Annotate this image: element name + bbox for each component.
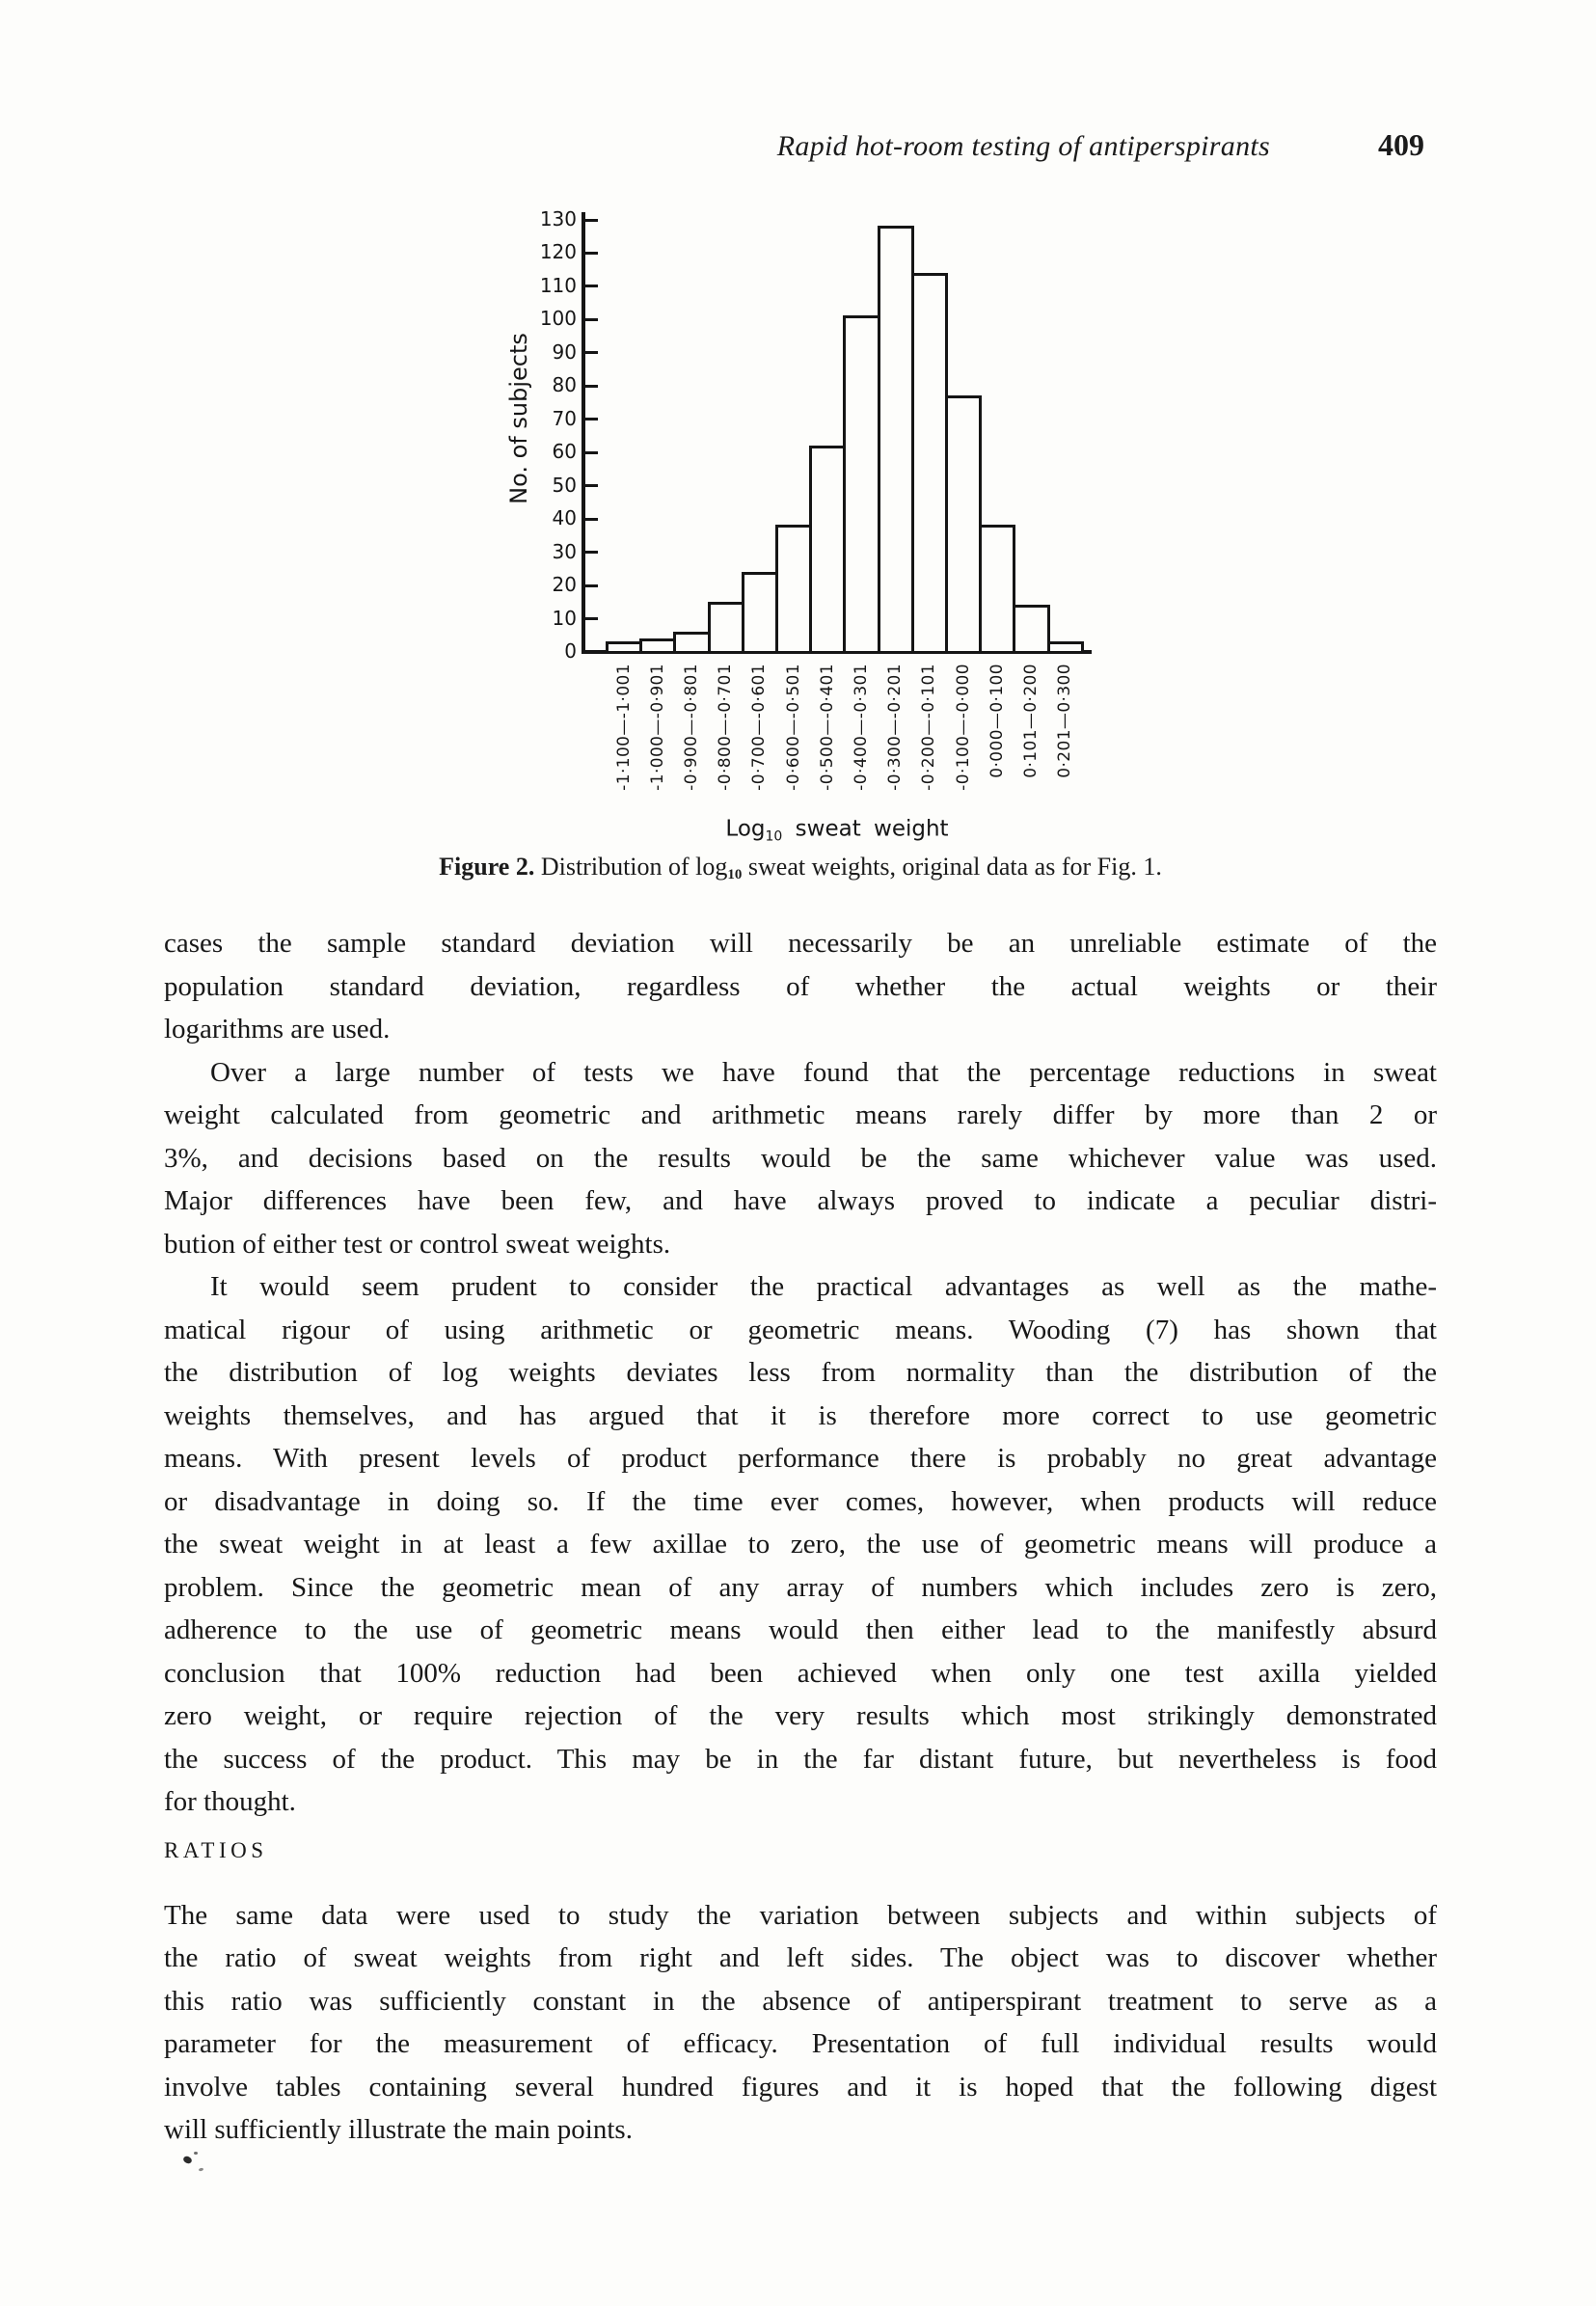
y-tick-label: 100 <box>539 307 577 331</box>
figure-caption-subscript: 10 <box>727 867 743 882</box>
y-tick-mark <box>585 451 598 454</box>
text-line: or disadvantage in doing so. If the time ever comes, however, when products will reduce <box>164 1485 1437 1517</box>
text-line: problem. Since the geometric mean of any array of numbers which includes zero is zero, <box>164 1571 1437 1603</box>
histogram-bar <box>979 525 1015 651</box>
text-line: cases the sample standard deviation will necessarily be an unreliable estimate of the <box>164 928 1437 959</box>
y-tick-mark <box>585 219 598 222</box>
x-tick-label: 0·000—0·100 <box>987 664 1007 778</box>
text-line: Over a large number of tests we have found that the percentage reductions in sweat <box>210 1056 1437 1088</box>
y-tick-label: 130 <box>539 206 577 231</box>
text-line: the ratio of sweat weights from right and left sides. The object was to discover whether <box>164 1942 1437 1973</box>
text-line: population standard deviation, regardless of whether the actual weights or their <box>164 970 1437 1002</box>
figure-caption-label: Figure 2. <box>439 853 535 881</box>
running-title: Rapid hot-room testing of antiperspirants <box>776 130 1270 162</box>
y-tick-label: 90 <box>552 339 577 364</box>
x-tick-label: 0·101—0·200 <box>1021 664 1041 778</box>
paragraph <box>164 1051 1437 1266</box>
y-tick-label: 30 <box>552 539 577 563</box>
histogram-bar <box>1047 641 1084 651</box>
text-line: It would seem prudent to consider the practical advantages as well as the mathe- <box>210 1271 1437 1302</box>
histogram-bar <box>945 395 982 651</box>
x-axis-title-subscript: 10 <box>765 828 783 845</box>
x-tick-label: -1·000—-0·901 <box>647 664 667 791</box>
y-tick-label: 60 <box>552 440 577 464</box>
y-tick-mark <box>585 252 598 255</box>
histogram-bar <box>673 632 710 651</box>
x-tick-label: -0·900—-0·801 <box>682 664 701 791</box>
y-tick-label: 0 <box>564 638 577 663</box>
y-tick-label: 10 <box>552 606 577 630</box>
x-tick-label: -0·700—-0·601 <box>749 664 770 791</box>
text-line: this ratio was sufficiently constant in the absence of antiperspirant treatment to serve as a <box>164 1985 1437 2017</box>
y-tick-label: 120 <box>539 240 577 264</box>
x-axis-title-text-2: sweat weight <box>795 816 949 842</box>
x-tick-label: -0·200—-0·101 <box>919 664 939 791</box>
y-tick-label: 50 <box>552 473 577 497</box>
paragraph <box>164 922 1437 1051</box>
paragraph <box>164 1894 1437 2152</box>
x-tick-label: -0·300—-0·201 <box>885 664 906 791</box>
y-tick-mark <box>585 318 598 321</box>
body-text <box>164 922 1437 2152</box>
x-tick-label: -0·100—-0·000 <box>953 664 973 791</box>
x-tick-label: -0·400—-0·301 <box>852 664 871 791</box>
y-tick-mark <box>585 617 598 620</box>
y-tick-mark <box>585 551 598 554</box>
x-tick-label: -0·800—-0·701 <box>716 664 736 791</box>
x-tick-label: -0·500—-0·401 <box>817 664 837 791</box>
y-tick-mark <box>585 418 598 421</box>
histogram-bar <box>809 446 846 651</box>
text-line: parameter for the measurement of efficacy. Presentation of full individual results would <box>164 2028 1437 2059</box>
text-line: conclusion that 100% reduction had been achieved when only one test axilla yielded <box>164 1657 1437 1689</box>
histogram-bar <box>708 602 744 651</box>
text-line: zero weight, or require rejection of the very results which most strikingly demonstrated <box>164 1700 1437 1731</box>
text-line: the distribution of log weights deviates less from normality than the distribution of the <box>164 1357 1437 1388</box>
y-tick-mark <box>585 651 598 654</box>
text-line: Major differences have been few, and have always proved to indicate a peculiar distri- <box>164 1185 1437 1216</box>
text-line: weight calculated from geometric and arithmetic means rarely differ by more than 2 or <box>164 1099 1437 1130</box>
text-line: weights themselves, and has argued that it is therefore more correct to use geometric <box>164 1399 1437 1431</box>
x-tick-label: 0·201—0·300 <box>1055 664 1075 778</box>
y-axis-line <box>582 212 585 654</box>
text-line: adherence to the use of geometric means would then either lead to the manifestly absurd <box>164 1614 1437 1645</box>
text-line: will sufficiently illustrate the main points. <box>164 2114 633 2145</box>
y-tick-mark <box>585 285 598 287</box>
x-axis-title <box>725 817 948 845</box>
histogram-bar <box>639 638 676 651</box>
text-line: 3%, and decisions based on the results would be the same whichever value was used. <box>164 1142 1437 1174</box>
text-line: logarithms are used. <box>164 1014 391 1044</box>
section-heading-ratios: RATIOS <box>164 1837 268 1862</box>
paragraph <box>164 1265 1437 1824</box>
histogram-bar <box>742 572 778 651</box>
histogram-bar <box>606 641 642 651</box>
text-line: bution of either test or control sweat weights. <box>164 1228 671 1260</box>
x-tick-label: -0·600—-0·501 <box>783 664 803 791</box>
text-line: involve tables containing several hundred figures and it is hoped that the following digest <box>164 2071 1437 2103</box>
y-tick-label: 110 <box>539 273 577 297</box>
y-tick-mark <box>585 584 598 587</box>
text-line: The same data were used to study the variation between subjects and within subjects of <box>164 1899 1437 1931</box>
text-line: matical rigour of using arithmetic or geometric means. Wooding (7) has shown that <box>164 1314 1437 1345</box>
y-tick-mark <box>585 518 598 521</box>
histogram-bar <box>878 226 914 651</box>
y-tick-mark <box>585 351 598 354</box>
y-axis-title: No. of subjects <box>505 333 532 504</box>
y-tick-label: 20 <box>552 572 577 596</box>
text-line: the sweat weight in at least a few axillae to zero, the use of geometric means will produce a <box>164 1529 1437 1560</box>
ink-smudge <box>194 2152 198 2155</box>
figure-caption <box>164 853 1437 883</box>
body-paragraphs <box>164 922 1437 1824</box>
text-line: for thought. <box>164 1786 296 1817</box>
text-line: means. With present levels of product performance there is probably no great advantage <box>164 1443 1437 1474</box>
text-line: the success of the product. This may be in the far distant future, but nevertheless is food <box>164 1743 1437 1775</box>
y-tick-mark <box>585 385 598 388</box>
y-tick-label: 40 <box>552 505 577 529</box>
histogram-bar <box>843 315 879 651</box>
figure-caption-text: Distribution of log <box>534 853 728 881</box>
x-tick-label: -1·100—-1·001 <box>613 664 634 791</box>
histogram-bar <box>775 525 812 651</box>
y-tick-label: 80 <box>552 373 577 397</box>
histogram-bar <box>1013 605 1049 651</box>
y-tick-mark <box>585 484 598 487</box>
x-axis-title-text: Log <box>725 816 766 842</box>
page-number: 409 <box>1378 127 1424 162</box>
histogram-bar <box>911 273 948 651</box>
figure-caption-text-2: sweat weights, original data as for Fig. 1. <box>742 853 1162 881</box>
y-tick-label: 70 <box>552 406 577 430</box>
ratios-paragraphs <box>164 1894 1437 2152</box>
